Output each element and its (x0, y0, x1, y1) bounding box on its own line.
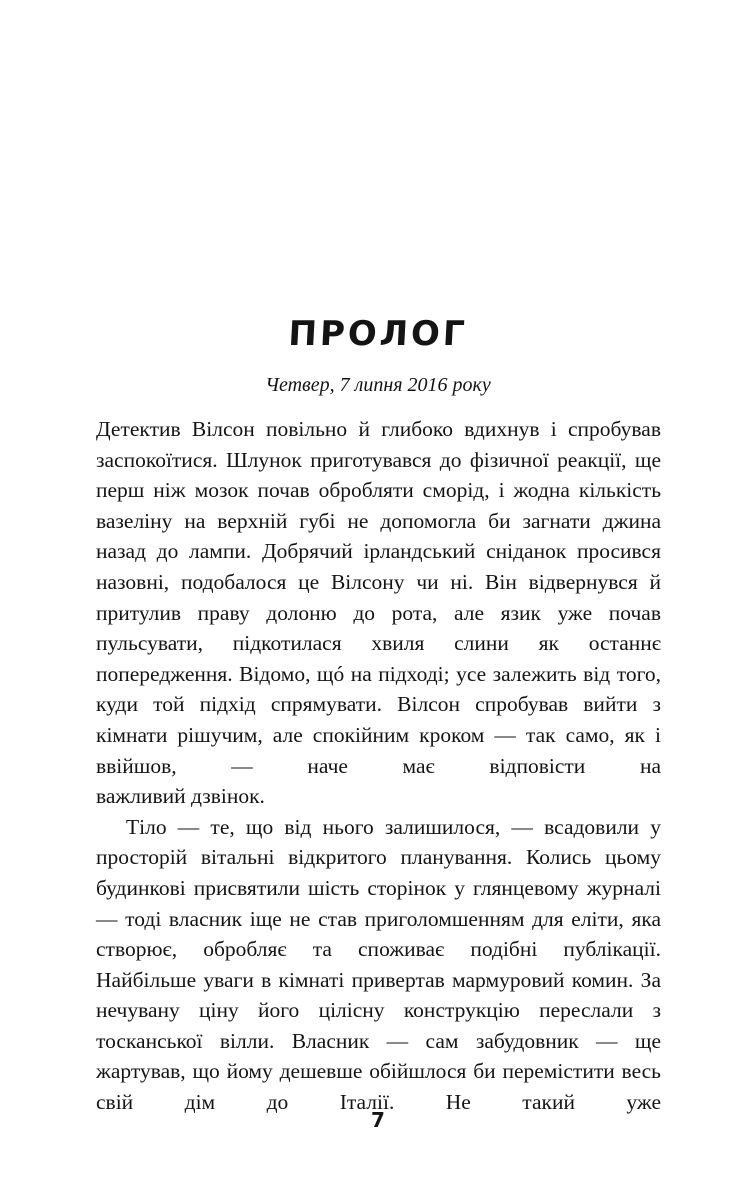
chapter-title: ПРОЛОГ (287, 314, 469, 354)
paragraph-1-text: Детектив Вілсон повільно й глибоко вдихнув і спробував заспокоїтися. Шлунок приготувався до фізичної реакції, ще перш ніж мозок почав обробляти сморід, і жодна кількість вазеліну на верхній губі не допомогла би загнати джина назад до лампи. Добрячий ірландський сніданок просився назовні, подобалося це Вілсону чи ні. Він відвернувся й притулив праву долоню до рота, але язик уже почав пульсувати, підкотилася хвиля слини як останнє попередження. Відомо, щó на підході; усе залежить від того, куди той підхід спрямувати. Вілсон спробував вийти з кімнати рішучим, але спокійним кроком — так само, як і ввійшов, — наче має відповісти на (96, 417, 661, 778)
chapter-dateline: Четвер, 7 липня 2016 року (265, 374, 491, 396)
paragraph-1-last-line: важливий дзвінок. (96, 784, 265, 809)
page-number: 7 (371, 1108, 385, 1132)
paragraph-1 (96, 414, 661, 812)
body-text (96, 414, 661, 1118)
paragraph-2: Тіло — те, що від нього залишилося, — всадовили у просторій вітальні відкритого планування. Колись цьому будинкові присвятили шість сторінок у глянцевому журналі — тоді власник іще не став приголомшенням для еліти, яка створює, обробляє та споживає подібні публікації. Найбільше уваги в кімнаті привертав мармуровий комин. За нечувану ціну його цілісну конструкцію переслали з тосканської вілли. Власник — сам забудовник — ще жартував, що йому дешевше обійшлося би перемістити весь свій дім до Італії. Не такий уже (96, 814, 661, 1115)
